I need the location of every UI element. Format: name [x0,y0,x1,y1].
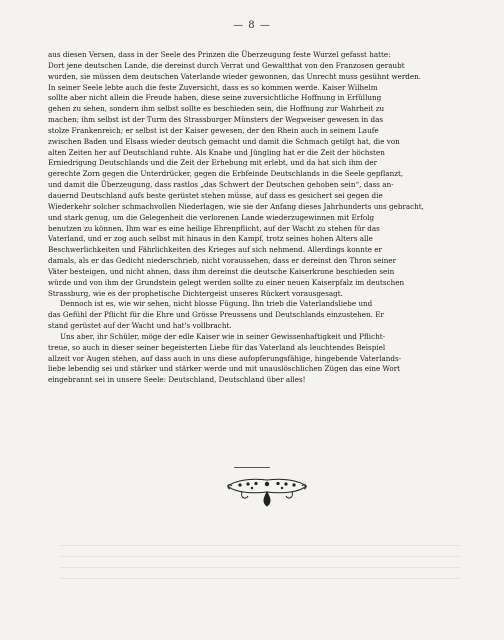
text-line: treue, so auch in dieser seiner begeisterten Liebe für das Vaterland als leuchtendes Beispiel [48,342,386,352]
text-line: In seiner Seele lebte auch die feste Zuversicht, dass es so kommen werde. Kaiser Wilhelm [48,82,378,92]
text-line: Strassburg, wie es der prophetische Dichtergeist unseres Rückert vorausgesagt. [48,288,343,298]
text-line: Beschwerlichkeiten und Fährlichkeiten des Krieges auf sich nehmend. Allerdings konnte er [48,245,382,255]
text-line: zwischen Baden und Elsass wieder deutsch gemacht und damit die Schmach getilgt hat, die von [48,136,400,146]
scroll-ornament-icon [222,474,312,510]
text-line: gehen zu sehen, sondern ihm selbst sollte es beschieden sein, die Hoffnung zur Wahrheit zu [48,104,385,114]
text-line: Dennoch ist es, wie wir sehen, nicht blosse Fügung. Ihn trieb die Vaterlandsliebe und [60,299,373,309]
text-line: Erniedrigung Deutschlands und die Zeit der Erhebung mit erlebt, und da hat sich ihm der [48,158,378,168]
text-line: Dort jene deutschen Lande, die dereinst durch Verrat und Gewaltthat von den Franzosen geraubt [48,60,405,70]
text-line: Vaterland, und er zog auch selbst mit hinaus in den Kampf, trotz seines hohen Alters alle [48,234,373,244]
text-line: das Gefühl der Pflicht für die Ehre und Grösse Preussens und Deutschlands einzustehen. Er [48,310,384,320]
text-line: stand gerüstet auf der Wacht und hat's vollbracht. [48,321,232,331]
text-line: liebe lebendig sei und stärker und stärker werde und mit unauslöschlichen Zügen das eine Wort [48,364,401,374]
text-line: allzeit vor Augen stehen, auf dass auch in uns diese aufopferungsfähige, hingebende Vaterlands- [48,353,402,363]
text-line: aus diesen Versen, dass in der Seele des Prinzen die Überzeugung feste Wurzel gefasst hatte: [48,50,391,59]
text-line: wurden, sie müssen dem deutschen Vaterlande wieder gewonnen, das Unrecht muss gesühnt werden. [48,71,422,81]
text-line: damals, als er das Gedicht niederschrieb, nicht voraussehen, dass er dereinst den Thron seiner [48,256,397,266]
text-line: Väter besteigen, und nicht ahnen, dass ihm dereinst die deutsche Kaiserkrone beschieden sein [48,266,395,276]
text-line: dauernd Deutschland aufs beste gerüstet stehen müsse, auf dass es gesichert sei gegen die [48,190,383,200]
text-line: benutzen zu können. Ihm war es eine heilige Ehrenpflicht, auf der Wacht zu stehen für das [48,223,380,233]
text-line: gerechte Zorn gegen die Unterdrücker, gegen die Erbfeinde Deutschlands in die Seele gepflanzt, [48,169,404,179]
text-line: alten Zeiten her auf Deutschland ruhte. Als Knabe und Jüngling hat er die Zeit der höchsten [48,147,385,157]
body-text [48,50,462,386]
text-line: Uns aber, ihr Schüler, möge der edle Kaiser wie in seiner Gewissenhaftigkeit und Pflicht- [60,331,386,341]
text-line: und damit die Überzeugung, dass rastlos „das Schwert der Deutschen gehoben sein“, dass an- [48,180,394,190]
page-number: — 8 — [233,20,271,31]
text-line: stolze Frankenreich; er selbst ist der Kaiser gewesen, der den Rhein auch in seinem Laufe [48,125,379,135]
text-line: Wiederkehr solcher schmachvollen Niederlagen, wie sie der Anfang dieses Jahrhunderts uns gebracht, [48,201,424,211]
text-line: würde und von ihm der Grundstein gelegt werden sollte zu einer neuen Kaiserpfalz im deutschen [48,277,405,287]
text-line: eingebrannt sei in unsere Seele: Deutschland, Deutschland über alles! [48,375,306,385]
divider-rule [234,467,270,468]
text-line: sollte aber nicht allein die Freude haben, diese seine zuversichtliche Hoffnung in Erfüllung [48,93,382,103]
text-line: machen; ihm selbst ist der Turm des Strassburger Münsters der Wegweiser gewesen in das [48,115,384,125]
bleed-through-shadow [60,545,460,595]
text-line: und stark genug, um die Gelegenheit die verlorenen Lande wiederzugewinnen mit Erfolg [48,212,375,222]
